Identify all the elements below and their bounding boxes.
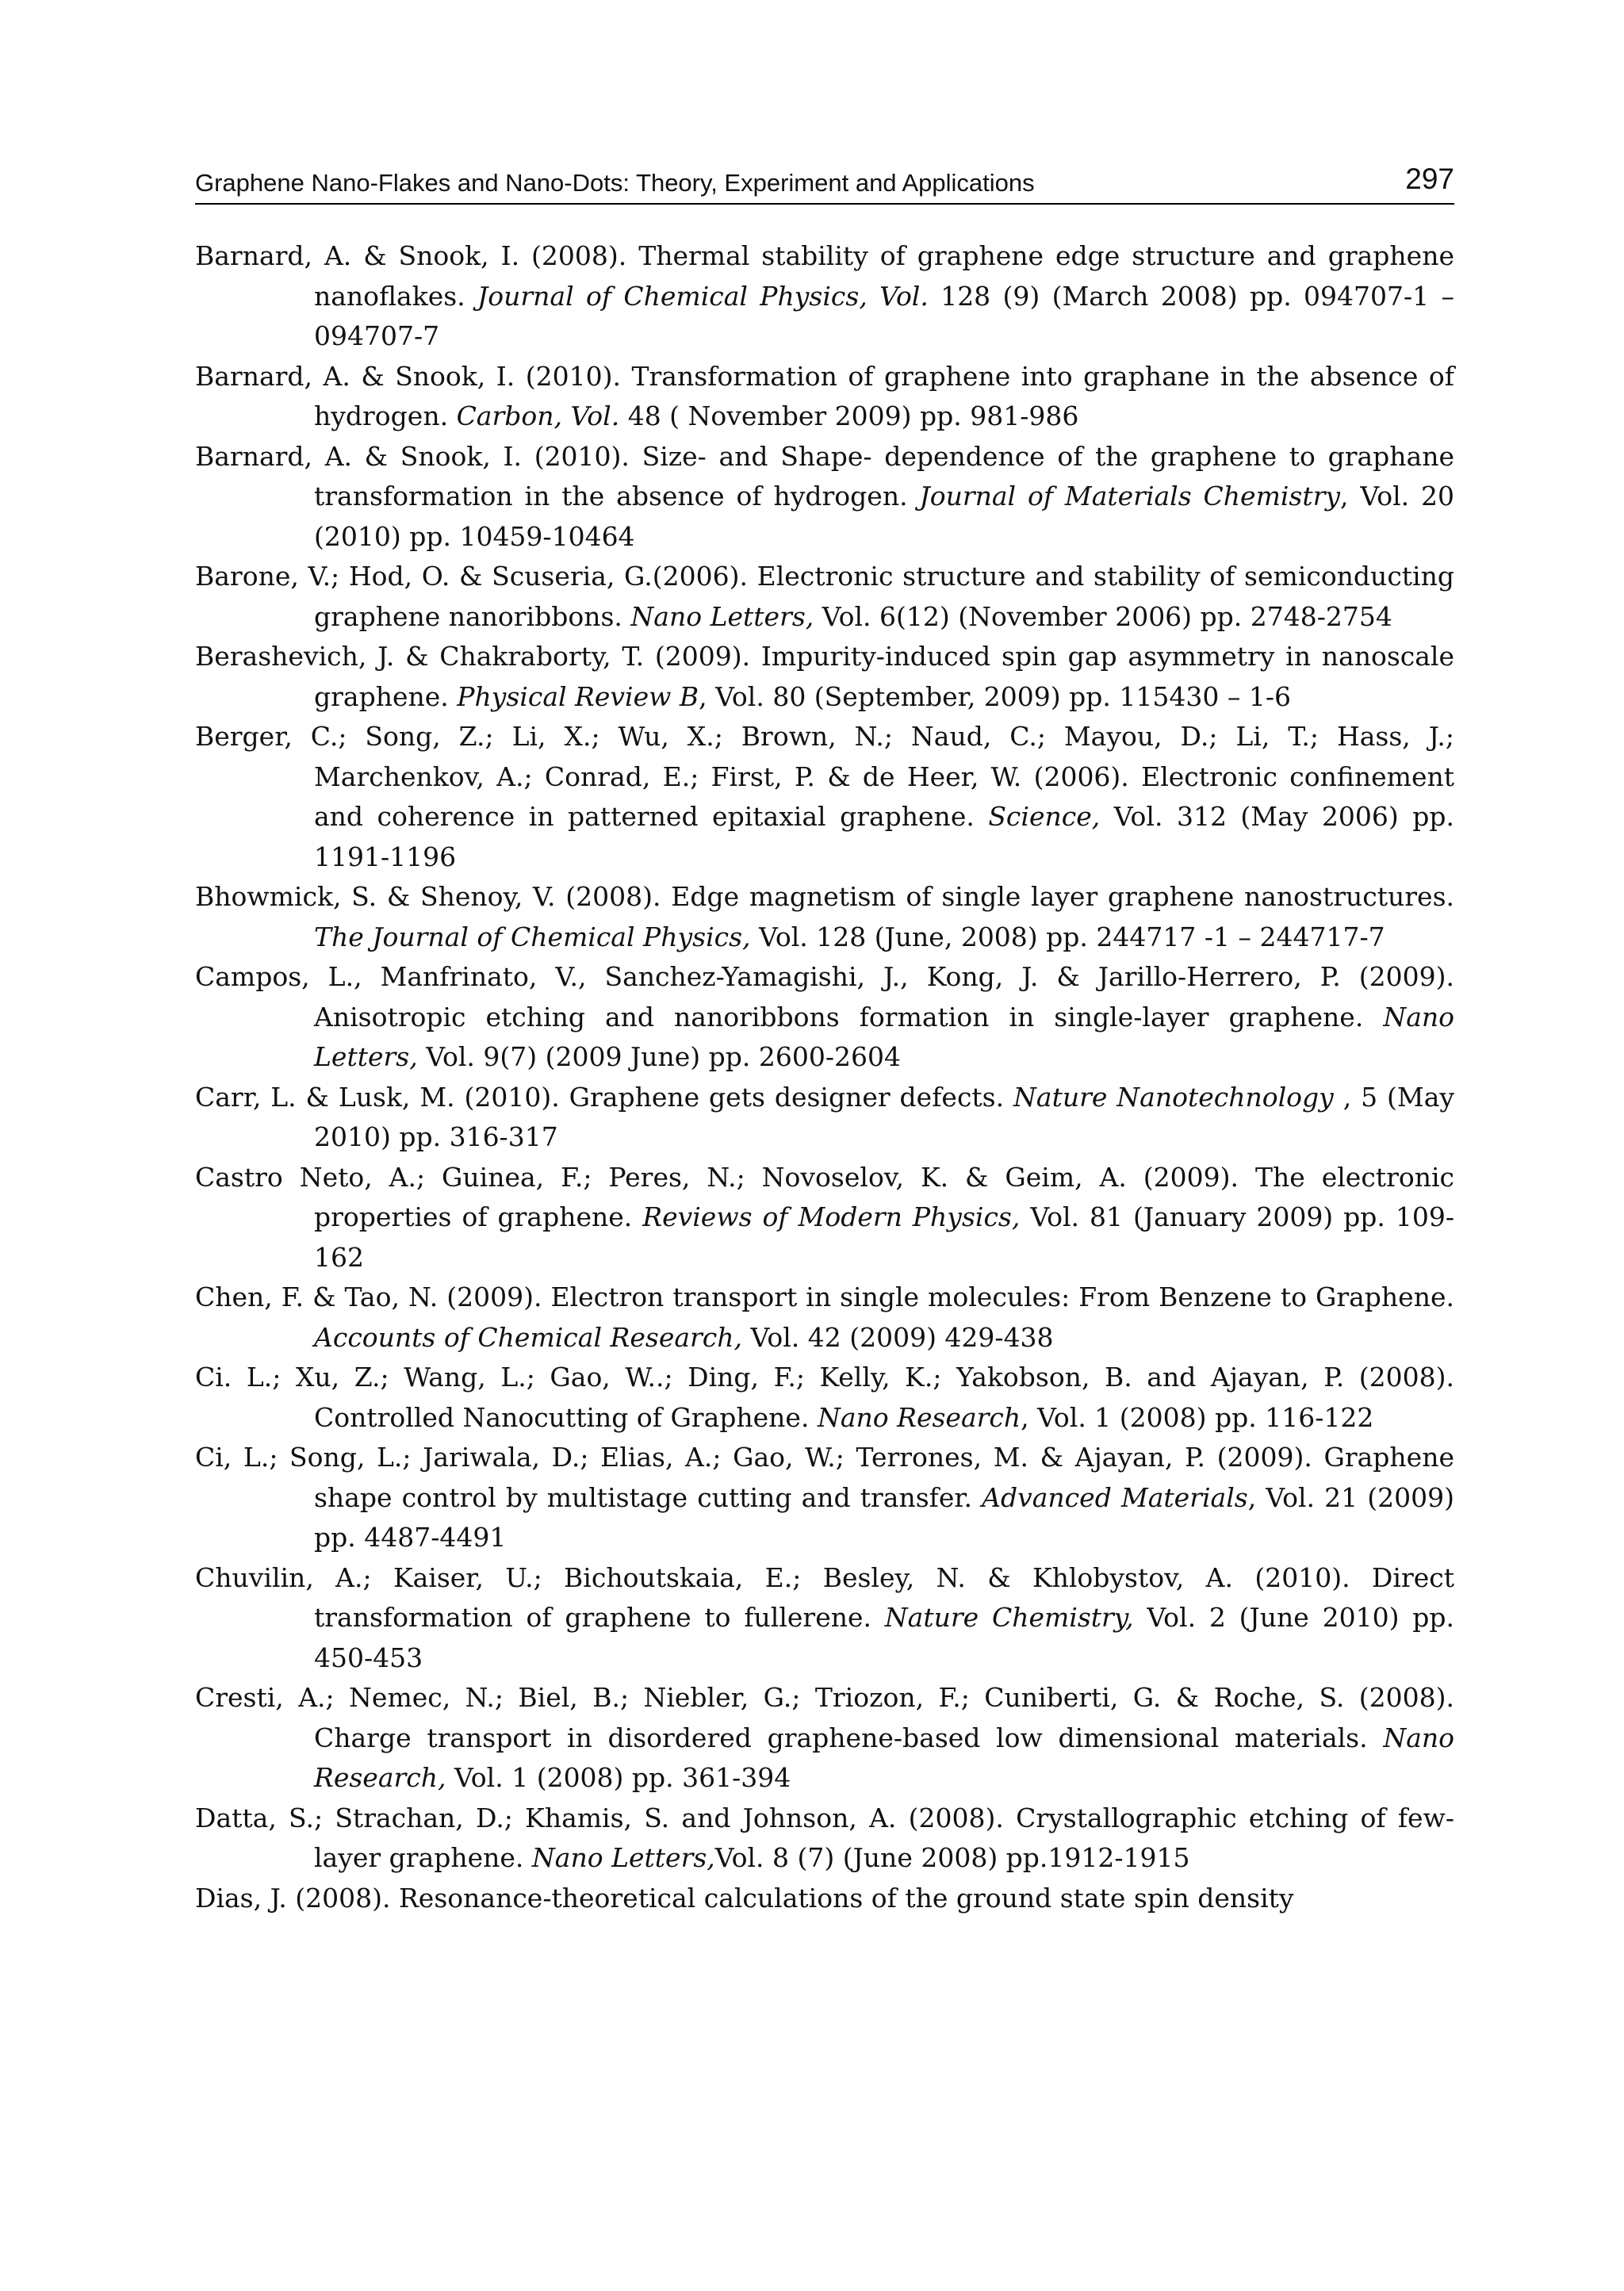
reference-journal: Science,: [988, 801, 1101, 832]
running-header: [195, 163, 1454, 205]
reference-details: Vol. 2 (June 2010) pp. 450-453: [314, 1602, 1454, 1673]
reference-item: [195, 1799, 1454, 1879]
reference-text: Chen, F. & Tao, N. (2009). Electron transport in single molecules: From Benzene to Graphene.: [195, 1282, 1454, 1312]
reference-details: Vol. 8 (7) (June 2008) pp.1912-1915: [714, 1842, 1190, 1873]
reference-details: Vol. 312 (May 2006) pp. 1191-1196: [314, 801, 1454, 872]
reference-item: [195, 877, 1454, 957]
reference-details: Vol. 81 (January 2009) pp. 109-162: [314, 1201, 1455, 1273]
reference-details: Vol. 1 (2008) pp. 361-394: [446, 1762, 791, 1793]
reference-text: Bhowmick, S. & Shenoy, V. (2008). Edge magnetism of single layer graphene nanostructures.: [195, 881, 1454, 912]
reference-item: [195, 557, 1454, 637]
reference-details: Vol. 9(7) (2009 June) pp. 2600-2604: [417, 1041, 901, 1072]
reference-text: Barnard, A. & Snook, I. (2010). Transformation of graphene into graphane in the absence of hydrogen.: [195, 360, 1454, 431]
reference-text: Castro Neto, A.; Guinea, F.; Peres, N.; Novoselov, K. & Geim, A. (2009). The electronic properties of graphene.: [195, 1161, 1454, 1232]
reference-text: Dias, J. (2008). Resonance-theoretical calculations of the ground state spin density: [195, 1882, 1294, 1914]
reference-details: Vol. 6(12) (November 2006) pp. 2748-2754: [814, 600, 1392, 632]
reference-text: Barnard, A. & Snook, I. (2010). Size- and Shape- dependence of the graphene to graphane transformation in the absence of hydrogen.: [195, 440, 1454, 511]
reference-item: [195, 957, 1454, 1078]
reference-text: Cresti, A.; Nemec, N.; Biel, B.; Niebler, G.; Triozon, F.; Cuniberti, G. & Roche, S. (2008). Charge transport in disordered graphene-based low dimensional materials.: [195, 1682, 1454, 1753]
reference-details: 128 (9) (March 2008) pp. 094707-1 – 094707-7: [314, 280, 1454, 351]
reference-text: Datta, S.; Strachan, D.; Khamis, S. and Johnson, A. (2008). Crystallographic etching of few-layer graphene.: [195, 1802, 1454, 1873]
reference-item: [195, 357, 1454, 437]
reference-journal: Nature Nanotechnology: [1013, 1081, 1334, 1113]
reference-text: Barnard, A. & Snook, I. (2008). Thermal stability of graphene edge structure and graphene nanoflakes.: [195, 240, 1454, 312]
reference-journal: Physical Review B: [457, 680, 699, 712]
reference-item: [195, 637, 1454, 717]
reference-journal: Advanced Materials: [982, 1481, 1248, 1513]
reference-details: , 5 (May 2010) pp. 316-317: [314, 1081, 1455, 1152]
reference-journal: Nano Letters,: [630, 600, 814, 632]
reference-journal: Nature Chemistry,: [884, 1602, 1134, 1633]
reference-details: , Vol. 20 (2010) pp. 10459-10464: [314, 481, 1454, 552]
reference-text: Carr, L. & Lusk, M. (2010). Graphene gets designer defects.: [195, 1081, 1014, 1113]
reference-journal: Nano Research,: [314, 1722, 1454, 1793]
reference-item: [195, 1438, 1454, 1558]
reference-journal: Journal of Chemical Physics, Vol.: [477, 280, 929, 312]
reference-journal: The Journal of Chemical Physics,: [314, 921, 751, 952]
page-number: 297: [1405, 163, 1454, 195]
reference-details: 48 ( November 2009) pp. 981-986: [619, 400, 1079, 431]
reference-item: [195, 1278, 1454, 1358]
reference-item: [195, 1358, 1454, 1438]
reference-journal: Carbon, Vol.: [456, 400, 620, 431]
reference-text: Ci. L.; Xu, Z.; Wang, L.; Gao, W..; Ding, F.; Kelly, K.; Yakobson, B. and Ajayan, P. (2008). Controlled Nanocutting of Graphene.: [195, 1362, 1454, 1433]
reference-details: Vol. 128 (June, 2008) pp. 244717 -1 – 244717-7: [750, 921, 1385, 952]
reference-details: Vol. 42 (2009) 429-438: [742, 1321, 1054, 1353]
reference-list: [195, 236, 1454, 1918]
reference-details: , Vol. 1 (2008) pp. 116-122: [1021, 1401, 1374, 1433]
reference-text: Ci, L.; Song, L.; Jariwala, D.; Elias, A.; Gao, W.; Terrones, M. & Ajayan, P. (2009). Graphene shape control by multistage cutting and transfer.: [195, 1442, 1454, 1513]
running-header-title: Graphene Nano-Flakes and Nano-Dots: Theory, Experiment and Applications: [195, 169, 1035, 197]
reference-journal: Nano Letters,: [531, 1842, 715, 1873]
reference-item: [195, 1158, 1454, 1278]
reference-details: , Vol. 80 (September, 2009) pp. 115430 – 1-6: [699, 680, 1291, 712]
reference-journal: Reviews of Modern Physics,: [642, 1201, 1021, 1232]
reference-journal: Journal of Materials Chemistry: [919, 481, 1341, 511]
reference-item: [195, 1879, 1454, 1919]
reference-journal: Nano Letters,: [314, 1001, 1454, 1072]
reference-details: , Vol. 21 (2009) pp. 4487-4491: [314, 1481, 1454, 1553]
reference-text: Berger, C.; Song, Z.; Li, X.; Wu, X.; Brown, N.; Naud, C.; Mayou, D.; Li, T.; Hass, J.; Marchenkov, A.; Conrad, E.; First, P. & de Heer, W. (2006). Electronic confinement and coherence in patterned epitaxial graphene.: [195, 721, 1454, 832]
reference-text: Berashevich, J. & Chakraborty, T. (2009). Impurity-induced spin gap asymmetry in nanoscale graphene.: [195, 641, 1454, 712]
reference-text: Barone, V.; Hod, O. & Scuseria, G.(2006). Electronic structure and stability of semiconducting graphene nanoribbons.: [195, 561, 1454, 632]
reference-item: [195, 1678, 1454, 1799]
reference-item: [195, 1558, 1454, 1679]
reference-item: [195, 717, 1454, 877]
reference-item: [195, 437, 1454, 557]
reference-text: Campos, L., Manfrinato, V., Sanchez-Yamagishi, J., Kong, J. & Jarillo-Herrero, P. (2009). Anisotropic etching and nanoribbons formation in single-layer graphene.: [195, 961, 1454, 1032]
reference-item: [195, 236, 1454, 357]
reference-item: [195, 1078, 1454, 1158]
reference-journal: Nano Research: [817, 1401, 1021, 1433]
reference-journal: Accounts of Chemical Research,: [314, 1321, 743, 1353]
reference-text: Chuvilin, A.; Kaiser, U.; Bichoutskaia, E.; Besley, N. & Khlobystov, A. (2010). Direct transformation of graphene to fullerene.: [195, 1561, 1454, 1633]
